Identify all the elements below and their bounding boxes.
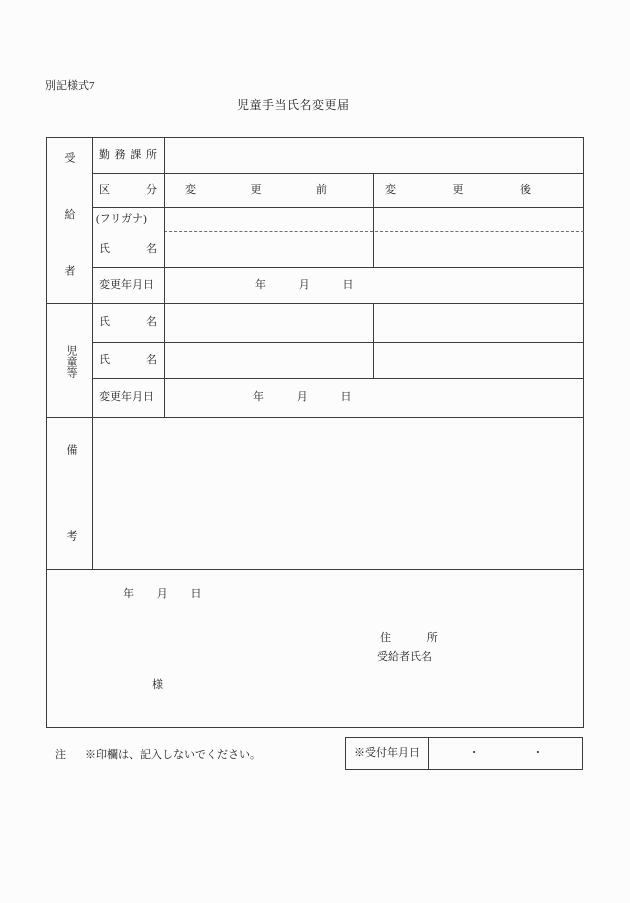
child1-name-label: 氏 名 (99, 316, 157, 328)
footer-note-prefix: 注 (55, 749, 66, 761)
recipient-change-date-label: 変更年月日 (99, 279, 154, 291)
grid-line-remarks-bottom (46, 569, 584, 570)
form-title: 児童手当氏名変更届 (237, 98, 350, 112)
child2-name-before-field (165, 343, 372, 377)
recipient-signature-label: 受給者氏名 (377, 651, 432, 663)
workplace-value-field (165, 138, 583, 172)
group-label-recipient: 受 給 者 (63, 152, 75, 276)
recipient-name-label: 氏 名 (99, 243, 157, 255)
group-label-children: 児童等 (65, 344, 77, 378)
children-change-date-label: 変更年月日 (99, 391, 154, 403)
child1-name-before-field (165, 304, 372, 342)
footer-note-text: ※印欄は、記入しないでください。 (85, 749, 261, 761)
receipt-date-label: ※受付年月日 (354, 747, 420, 759)
recipient-name-after-field (374, 232, 583, 266)
address-label: 住 所 (380, 632, 438, 644)
furigana-label: (フリガナ) (96, 213, 147, 225)
before-change-header: 変 更 前 (185, 184, 327, 196)
recipient-name-before-field (165, 232, 372, 266)
after-change-header: 変 更 後 (385, 184, 531, 196)
honorific-label: 様 (152, 679, 163, 691)
group-column-divider (92, 137, 93, 569)
receipt-date-value: ・ ・ (468, 747, 544, 759)
child1-name-after-field (374, 304, 583, 342)
category-label: 区 分 (99, 184, 157, 196)
form-code: 別記様式7 (45, 80, 95, 92)
child2-name-after-field (374, 343, 583, 377)
group-label-remarks: 備 考 (65, 444, 77, 541)
furigana-before-field (165, 208, 372, 230)
child2-name-label: 氏 名 (99, 354, 157, 366)
children-change-date-value: 年 月 日 (253, 391, 352, 403)
recipient-change-date-value: 年 月 日 (255, 279, 354, 291)
submission-date-line: 年 月 日 (123, 588, 202, 600)
furigana-after-field (374, 208, 583, 230)
workplace-label: 勤 務 課 所 (99, 149, 157, 161)
remarks-field (165, 418, 583, 568)
